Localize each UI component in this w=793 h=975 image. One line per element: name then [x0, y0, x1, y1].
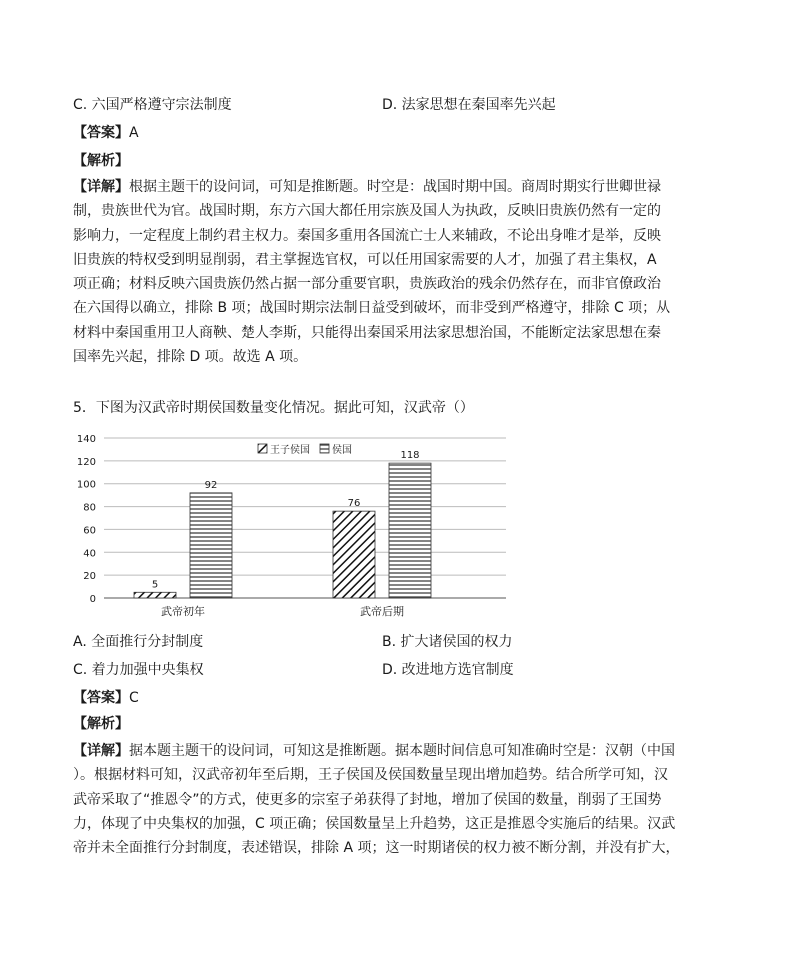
detail-line: 项正确；材料反映六国贵族仍然占据一部分重要官职，贵族政治的残余仍然存在，而非官僚政治	[73, 276, 661, 293]
analysis-label: 【解析】	[73, 716, 129, 732]
detail-line: 帝并未全面推行分封制度，表述错误，排除 A 项；这一时期诸侯的权力被不断分割，并没有扩大，	[73, 840, 680, 857]
detail-line: 材料中秦国重用卫人商鞅、楚人李斯，只能得出秦国采用法家思想治国，不能断定法家思想在秦	[73, 324, 661, 341]
bar-chart	[70, 428, 510, 623]
option-c: C. 六国严格遵守宗法制度	[73, 97, 232, 113]
bar	[134, 592, 176, 598]
detail-label: 【详解】	[73, 743, 129, 759]
y-tick-label: 100	[76, 479, 96, 491]
y-tick-label: 80	[83, 502, 96, 514]
legend-swatch	[320, 444, 329, 453]
option-d: D. 法家思想在秦国率先兴起	[382, 97, 556, 113]
option-b: B. 扩大诸侯国的权力	[382, 634, 513, 650]
x-tick-label: 武帝初年	[161, 605, 205, 618]
y-axis	[77, 434, 96, 605]
y-tick-label: 20	[83, 571, 96, 583]
y-tick-label: 40	[83, 548, 96, 560]
option-c: C. 着力加强中央集权	[73, 662, 204, 678]
question-stem: 5．下图为汉武帝时期侯国数量变化情况。据此可知，汉武帝（）	[73, 400, 474, 416]
detail-line: 国率先兴起，排除 D 项。故选 A 项。	[73, 349, 308, 366]
detail-line: ）。根据材料可知，汉武帝初年至后期，王子侯国及侯国数量呈现出增加趋势。结合所学可知，汉	[73, 767, 668, 784]
detail-paragraph	[73, 739, 680, 860]
analysis-label: 【解析】	[73, 153, 129, 169]
detail-line: 【详解】据本题主题干的设问词，可知这是推断题。据本题时间信息可知准确时空是：汉朝（中国	[73, 743, 675, 759]
answer-label: 【答案】	[73, 125, 129, 141]
legend-swatch	[258, 444, 267, 453]
answer-line	[73, 688, 139, 708]
legend-label: 侯国	[332, 445, 352, 456]
detail-line: 【详解】根据主题干的设问词，可知是推断题。时空是：战国时期中国。商周时期实行世卿世禄	[73, 179, 661, 195]
x-axis	[161, 604, 404, 618]
bar	[389, 463, 431, 598]
detail-line: 在六国得以确立，排除 B 项；战国时期宗法制日益受到破坏，而非受到严格遵守，排除 C 项；从	[73, 300, 671, 317]
grid	[104, 438, 506, 598]
bar	[333, 511, 375, 598]
option-a: A. 全面推行分封制度	[73, 634, 204, 650]
detail-line: 武帝采取了“推恩令”的方式，使更多的宗室子弟获得了封地，增加了侯国的数量，削弱了王国势	[73, 791, 662, 808]
answer-label: 【答案】	[73, 690, 129, 706]
data-label: 92	[204, 479, 218, 491]
detail-line: 旧贵族的特权受到明显削弱，君主掌握选官权，可以任用国家需要的人才，加强了君主集权，A	[73, 251, 657, 268]
detail-line: 制，贵族世代为官。战国时期，东方六国大都任用宗族及国人为执政，反映旧贵族仍然有一定的	[73, 203, 661, 220]
detail-line: 力，体现了中央集权的加强，C 项正确；侯国数量呈上升趋势，这正是推恩令实施后的结果。汉武	[73, 815, 676, 832]
detail-label: 【详解】	[73, 179, 129, 195]
answer-value: A	[129, 125, 139, 141]
y-tick-label: 140	[76, 434, 96, 445]
detail-line: 影响力，一定程度上制约君主权力。秦国多重用各国流亡士人来辅政，不论出身唯才是举，反映	[73, 227, 661, 244]
y-tick-label: 120	[76, 456, 96, 468]
answer-line	[73, 123, 139, 143]
data-label: 76	[347, 498, 361, 510]
data-label: 5	[151, 579, 159, 591]
legend	[258, 444, 352, 456]
y-tick-label: 60	[83, 525, 96, 537]
bar	[190, 493, 232, 598]
answer-value: C	[129, 690, 139, 706]
x-tick-label: 武帝后期	[360, 605, 404, 618]
option-d: D. 改进地方选官制度	[382, 662, 514, 678]
data-label: 118	[400, 450, 420, 462]
legend-label: 王子侯国	[270, 445, 310, 456]
detail-paragraph	[73, 175, 673, 369]
y-tick-label: 0	[89, 594, 96, 605]
